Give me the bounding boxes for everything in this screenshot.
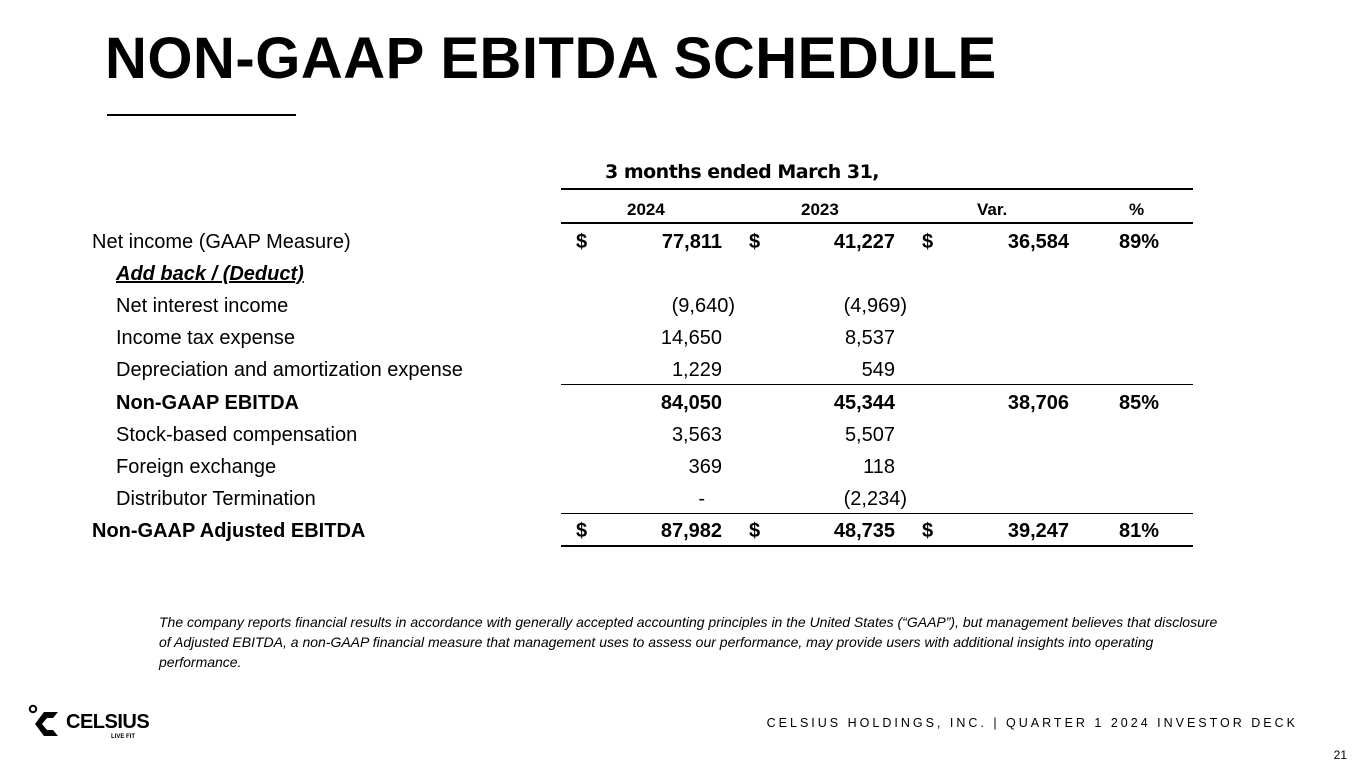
value-pct: 81%	[1118, 520, 1159, 542]
row-label: Distributor Termination	[116, 488, 316, 510]
column-header-2023: 2023	[801, 200, 839, 219]
title-underline	[107, 114, 296, 116]
table-row	[0, 515, 1365, 547]
value-2024: 87,982	[660, 520, 722, 542]
table-row	[0, 483, 1365, 515]
logo-wordmark: CELSIUS	[66, 711, 150, 733]
dollar-sign: $	[576, 231, 588, 253]
dollar-sign: $	[922, 520, 934, 542]
dollar-sign: $	[922, 231, 934, 253]
value-2024: (9,640)	[671, 295, 735, 317]
value-var: 38,706	[1007, 392, 1069, 414]
table-row	[0, 419, 1365, 451]
table-row	[0, 226, 1365, 258]
value-2023: 549	[861, 359, 895, 381]
value-2024: 77,811	[661, 231, 722, 253]
row-label: Stock-based compensation	[116, 424, 358, 446]
row-label: Non-GAAP EBITDA	[116, 392, 299, 414]
value-2024: 3,563	[671, 424, 722, 446]
table-row	[0, 387, 1365, 419]
footnote: The company reports financial results in accordance with generally accepted accounting principles in the United States (“GAAP”), but management believes that disclosure of Adjusted EBITDA, a non-GAAP financial measure that management uses to assess our performance, may provide users with additional insights into operating performance.	[159, 614, 1218, 670]
column-header-pct: %	[1129, 200, 1145, 219]
header-bottom-rule	[561, 222, 1193, 224]
dollar-sign: $	[749, 231, 761, 253]
table-row	[0, 451, 1365, 483]
row-label: Net interest income	[116, 295, 289, 317]
row-label: Income tax expense	[116, 327, 295, 349]
value-2023: 8,537	[844, 327, 895, 349]
footer-text: CELSIUS HOLDINGS, INC. | QUARTER 1 2024 INVESTOR DECK	[766, 716, 1298, 730]
value-2023: 41,227	[833, 231, 895, 253]
logo-tagline: LIVE FIT	[111, 734, 135, 740]
value-2023: (2,234)	[843, 488, 907, 510]
dollar-sign: $	[749, 520, 761, 542]
value-2024: 84,050	[660, 392, 722, 414]
page-number: 21	[1333, 748, 1347, 762]
row-label: Non-GAAP Adjusted EBITDA	[92, 520, 366, 542]
value-2023: 5,507	[844, 424, 895, 446]
column-header-var: Var.	[977, 200, 1008, 219]
value-2024: 1,229	[671, 359, 722, 381]
value-2024: -	[698, 488, 705, 510]
period-header: 3 months ended March 31,	[605, 161, 880, 183]
table-row	[0, 354, 1365, 386]
table-row	[0, 290, 1365, 322]
table-row	[0, 322, 1365, 354]
value-2023: 48,735	[833, 520, 895, 542]
value-var: 36,584	[1007, 231, 1069, 253]
value-pct: 89%	[1118, 231, 1159, 253]
value-var: 39,247	[1007, 520, 1069, 542]
table-top-rule	[561, 188, 1193, 190]
value-2023: (4,969)	[843, 295, 907, 317]
row-label: Net income (GAAP Measure)	[92, 231, 351, 253]
row-label: Foreign exchange	[116, 456, 277, 478]
celsius-logo	[28, 702, 148, 748]
total-rule	[561, 513, 1193, 514]
row-label: Depreciation and amortization expense	[116, 359, 463, 381]
value-2024: 14,650	[660, 327, 722, 349]
column-header-2024: 2024	[627, 200, 665, 219]
value-pct: 85%	[1118, 392, 1159, 414]
table-bottom-rule	[561, 545, 1193, 547]
value-2023: 118	[863, 456, 895, 478]
value-2024: 369	[688, 456, 722, 478]
subtotal-rule	[561, 384, 1193, 385]
dollar-sign: $	[576, 520, 588, 542]
table-row	[0, 258, 1365, 290]
value-2023: 45,344	[833, 392, 895, 414]
page-title: NON-GAAP EBITDA SCHEDULE	[105, 26, 997, 91]
row-label: Add back / (Deduct)	[116, 263, 304, 285]
